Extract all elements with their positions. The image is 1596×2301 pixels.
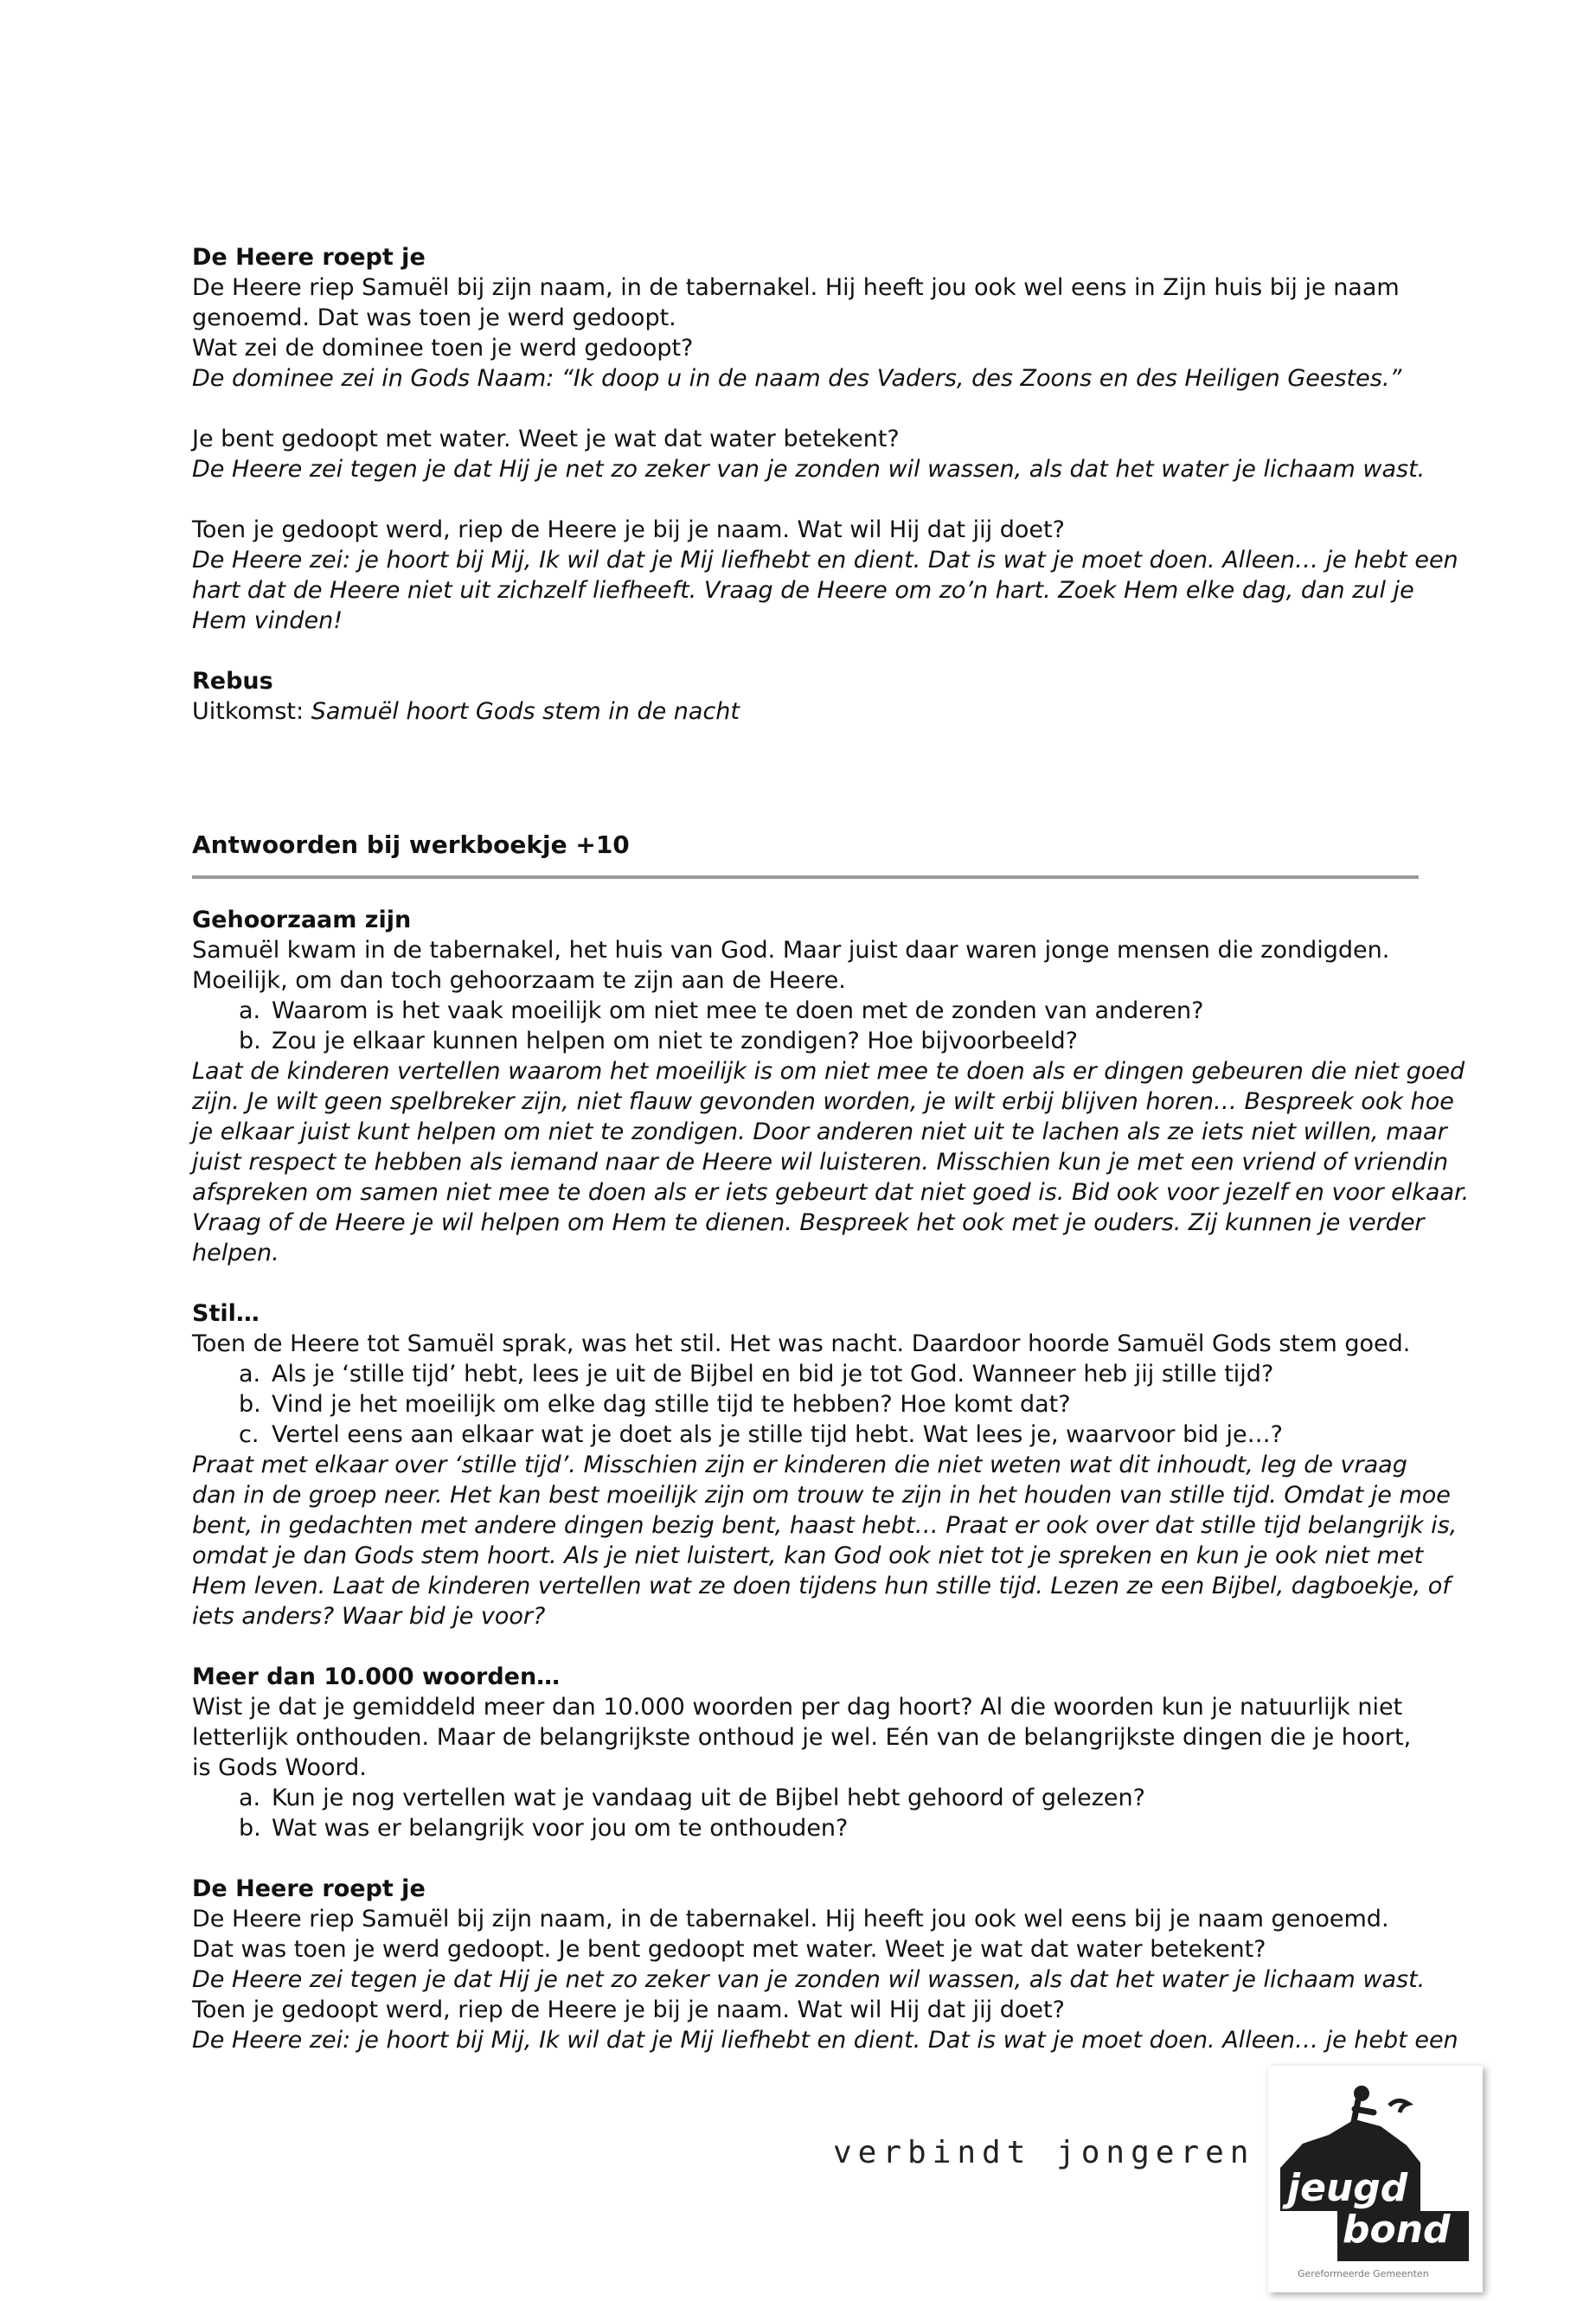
paragraph-line: Moeilijk, om dan toch gehoorzaam te zijn aan de Heere. (192, 967, 846, 994)
answer-line: zijn. Je wilt geen spelbreker zijn, niet flauw gevonden worden, je wilt erbij blijven horen… Bespreek ook hoe (192, 1088, 1454, 1115)
question-line: Wat zei de dominee toen je werd gedoopt? (192, 335, 694, 362)
answer-line: afspreken om samen niet mee te doen als er iets gebeurt dat niet goed is. Bid ook voor jezelf en voor elkaar. (192, 1179, 1470, 1206)
answer-line: De Heere zei tegen je dat Hij je net zo zeker van je zonden wil wassen, als dat het water je lichaam wast. (192, 1966, 1426, 1993)
list-marker: a. (239, 1785, 261, 1811)
document-body (192, 242, 1470, 2055)
paragraph-line: Dat was toen je werd gedoopt. Je bent gedoopt met water. Weet je wat dat water betekent? (192, 1936, 1266, 1963)
paragraph-line: letterlijk onthouden. Maar de belangrijkste onthoud je wel. Eén van de belangrijkste dingen die je hoort, (192, 1724, 1412, 1751)
section-heading-heere-roept: De Heere roept je (192, 244, 426, 271)
rebus-solution: Samuël hoort Gods stem in de nacht (311, 698, 740, 725)
list-marker: b. (239, 1028, 261, 1054)
list-marker: b. (239, 1391, 261, 1418)
answer-line: Vraag of de Heere je wil helpen om Hem te dienen. Bespreek het ook met je ouders. Zij kunnen je verder (192, 1209, 1425, 1236)
paragraph-line: is Gods Woord. (192, 1754, 367, 1781)
answer-line: hart dat de Heere niet uit zichzelf liefheeft. Vraag de Heere om zo’n hart. Zoek Hem elke dag, dan zul je (192, 577, 1414, 604)
horizontal-rule (192, 875, 1419, 879)
list-item (192, 1359, 1420, 1389)
list-marker: b. (239, 1815, 261, 1842)
rebus-label: Uitkomst: (192, 698, 311, 725)
paragraph-line: Toen de Heere tot Samuël sprak, was het stil. Het was nacht. Daardoor hoorde Samuël Gods stem goed. (192, 1330, 1411, 1357)
footer-slogan: verbindt jongeren (833, 2135, 1255, 2170)
answer-line: Hem vinden! (192, 607, 343, 634)
list-item (192, 1420, 1420, 1450)
list-marker: c. (239, 1421, 260, 1448)
answer-line: bent, in gedachten met andere dingen bezig bent, haast hebt… Praat er ook over dat stille tijd belangrijk is, (192, 1512, 1458, 1539)
answer-line: juist respect te hebben als iemand naar de Heere wil luisteren. Misschien kun je met een vriend of vriendin (192, 1149, 1449, 1176)
answer-line: Laat de kinderen vertellen waarom het moeilijk is om niet mee te doen als er dingen gebeuren die niet goed (192, 1058, 1465, 1085)
paragraph-line: De Heere riep Samuël bij zijn naam, in de tabernakel. Hij heeft jou ook wel eens bij je naam genoemd. (192, 1906, 1389, 1932)
paragraph-line: De Heere riep Samuël bij zijn naam, in de tabernakel. Hij heeft jou ook wel eens in Zijn huis bij je naam (192, 274, 1400, 301)
list-item (192, 1026, 1420, 1056)
paragraph-line: genoemd. Dat was toen je werd gedoopt. (192, 304, 676, 331)
list-item-text: Zou je elkaar kunnen helpen om niet te zondigen? Hoe bijvoorbeeld? (272, 1028, 1078, 1054)
logo-text-jeugd: jeugd (1287, 2166, 1408, 2210)
list-item (192, 1389, 1420, 1420)
answer-line: De dominee zei in Gods Naam: “Ik doop u in de naam des Vaders, des Zoons en des Heiligen Geestes.” (192, 365, 1402, 392)
list-item-text: Waarom is het vaak moeilijk om niet mee te doen met de zonden van anderen? (272, 997, 1204, 1024)
list-item (192, 996, 1420, 1026)
list-item-text: Vertel eens aan elkaar wat je doet als je stille tijd hebt. Wat lees je, waarvoor bid je…? (272, 1421, 1283, 1448)
section-heading-stil: Stil… (192, 1300, 260, 1327)
list-item-text: Wat was er belangrijk voor jou om te onthouden? (272, 1815, 849, 1842)
answer-line: helpen. (192, 1240, 279, 1266)
answer-line: dan in de groep neer. Het kan best moeilijk zijn om trouw te zijn in het houden van stille tijd. Omdat je moe (192, 1482, 1451, 1509)
answer-line: De Heere zei: je hoort bij Mij, Ik wil dat je Mij liefhebt en dient. Dat is wat je moet doen. Alleen… je hebt een (192, 2027, 1458, 2054)
paragraph-line: Samuël kwam in de tabernakel, het huis van God. Maar juist daar waren jonge mensen die zondigden. (192, 937, 1390, 964)
question-line: Je bent gedoopt met water. Weet je wat dat water betekent? (192, 426, 900, 452)
section-heading-heere-roept-2: De Heere roept je (192, 1875, 426, 1902)
answer-line: Hem leven. Laat de kinderen vertellen wat ze doen tijdens hun stille tijd. Lezen ze een Bijbel, dagboekje, of (192, 1573, 1451, 1599)
list-marker: a. (239, 1361, 261, 1388)
section-heading-rebus: Rebus (192, 668, 273, 695)
list-item-text: Kun je nog vertellen wat je vandaag uit de Bijbel hebt gehoord of gelezen? (272, 1785, 1145, 1811)
section-heading-gehoorzaam: Gehoorzaam zijn (192, 907, 412, 933)
answer-line: De Heere zei tegen je dat Hij je net zo zeker van je zonden wil wassen, als dat het water je lichaam wast. (192, 456, 1426, 483)
answers-title: Antwoorden bij werkboekje +10 (192, 830, 630, 859)
list-item (192, 1813, 1420, 1843)
list-item (192, 1783, 1420, 1813)
list-item-text: Als je ‘stille tijd’ hebt, lees je uit de Bijbel en bid je tot God. Wanneer heb jij stille tijd? (272, 1361, 1274, 1388)
jeugdbond-logo (1268, 2066, 1483, 2292)
paragraph-line: Wist je dat je gemiddeld meer dan 10.000 woorden per dag hoort? Al die woorden kun je natuurlijk niet (192, 1694, 1403, 1721)
logo-text-bond: bond (1343, 2208, 1451, 2252)
answer-line: De Heere zei: je hoort bij Mij, Ik wil dat je Mij liefhebt en dient. Dat is wat je moet doen. Alleen… je hebt een (192, 547, 1458, 574)
list-item-text: Vind je het moeilijk om elke dag stille tijd te hebben? Hoe komt dat? (272, 1391, 1071, 1418)
list-marker: a. (239, 997, 261, 1024)
question-line: Toen je gedoopt werd, riep de Heere je bij je naam. Wat wil Hij dat jij doet? (192, 516, 1065, 543)
logo-subtitle: Gereformeerde Gemeenten (1298, 2268, 1429, 2279)
answer-line: omdat je dan Gods stem hoort. Als je niet luistert, kan God ook niet tot je spreken en kun je ook niet met (192, 1542, 1424, 1569)
answer-line: je elkaar juist kunt helpen om niet te zondigen. Door anderen niet uit te lachen als ze iets niet willen, maar (192, 1118, 1447, 1145)
section-heading-woorden: Meer dan 10.000 woorden… (192, 1663, 561, 1690)
answer-line: iets anders? Waar bid je voor? (192, 1603, 546, 1630)
question-line: Toen je gedoopt werd, riep de Heere je bij je naam. Wat wil Hij dat jij doet? (192, 1997, 1065, 2023)
rebus-answer (192, 696, 1420, 727)
answer-line: Praat met elkaar over ‘stille tijd’. Misschien zijn er kinderen die niet weten wat dit inhoudt, leg de vraag (192, 1452, 1407, 1478)
